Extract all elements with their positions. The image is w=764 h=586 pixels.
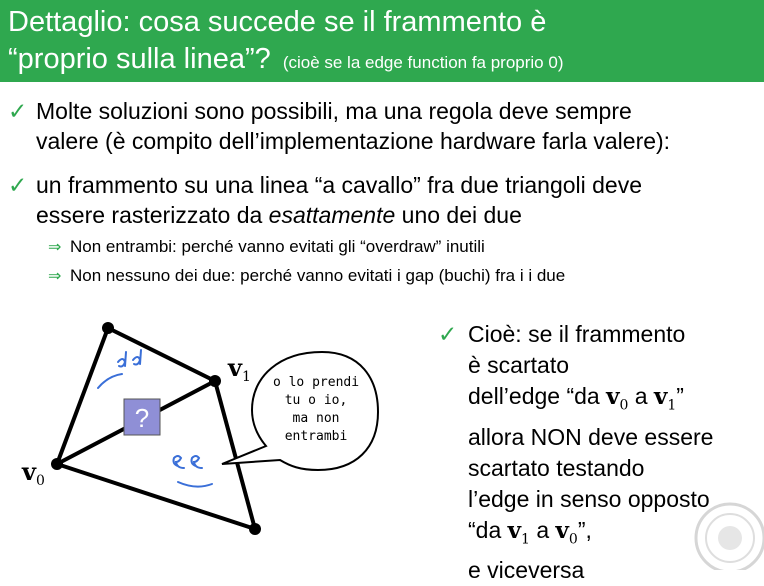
subbullet-1-text: Non entrambi: perché vanno evitati gli “overdraw” inutili	[70, 237, 485, 256]
bullet-1-line-2: valere (è compito dell’implementazione hardware farla valere):	[36, 128, 671, 154]
right-line-3b: a	[628, 383, 654, 409]
right-line-7c: ”,	[577, 516, 592, 543]
v1-symbol: $v_1$	[653, 383, 677, 414]
right-line-8: e viceversa	[468, 557, 585, 584]
right-line-7a: “da	[468, 516, 508, 543]
slide-title	[0, 0, 764, 82]
edge-top-v1	[108, 328, 215, 381]
subbullet-2	[48, 265, 565, 288]
label-v1: $v_1$	[228, 353, 251, 385]
title-line-2-note: (cioè se la edge function fa proprio 0)	[282, 53, 564, 72]
bullet-2-line-2a: essere rasterizzato da	[36, 202, 269, 228]
right-line-4: allora NON deve essere	[468, 423, 714, 450]
title-line-2	[8, 41, 764, 81]
check-icon: ✓	[438, 321, 458, 347]
right-bullet	[438, 319, 713, 586]
right-line-5: scartato testando	[468, 454, 645, 481]
vertex-v0	[51, 458, 63, 470]
right-line-7b: a	[529, 516, 556, 543]
v0-symbol: $v_0$	[555, 516, 578, 548]
bubble-line-1: o lo prendi	[272, 375, 360, 390]
handwritten-marks-upper	[98, 350, 141, 388]
bullet-2-line-2b: uno dei due	[395, 202, 522, 228]
right-line-2: è scartato	[468, 352, 569, 378]
bubble-line-4: entrambi	[284, 429, 348, 444]
arrow-icon: ⇒	[48, 239, 62, 256]
right-line-6: l’edge in senso opposto	[468, 485, 710, 512]
title-line-1: Dettaglio: cosa succede se il frammento è	[8, 6, 547, 38]
arrow-icon: ⇒	[48, 268, 62, 285]
handwritten-marks-lower	[174, 456, 213, 487]
subbullet-2-text: Non nessuno dei due: perché vanno evitati i gap (buchi) fra i i due	[70, 266, 566, 285]
question-mark: ?	[134, 403, 150, 433]
check-icon: ✓	[8, 98, 28, 124]
bullet-2	[8, 170, 642, 230]
bullet-1-line-1: Molte soluzioni sono possibili, ma una regola deve sempre	[36, 98, 632, 124]
bullet-1	[8, 96, 670, 156]
vertex-bottom	[249, 523, 261, 535]
university-seal-watermark	[690, 498, 764, 570]
check-icon: ✓	[8, 172, 28, 198]
vertex-v1	[209, 375, 221, 387]
edge-top-v0	[57, 328, 108, 464]
title-line-2-main: “proprio sulla linea”?	[8, 43, 271, 75]
vertex-top	[102, 322, 114, 334]
triangles-diagram	[0, 300, 420, 570]
right-line-3c: ”	[676, 383, 684, 409]
bubble-line-2: tu o io,	[284, 393, 348, 408]
v0-symbol: $v_0$	[606, 383, 629, 414]
edge-v0-bottom	[57, 464, 255, 529]
subbullet-1	[48, 236, 485, 259]
right-line-1: Cioè: se il frammento	[468, 321, 686, 347]
label-v0: $v_0$	[22, 457, 45, 489]
right-line-3a: dell’edge “da	[468, 383, 607, 409]
bullet-2-line-1: un frammento su una linea “a cavallo” fra due triangoli deve	[36, 172, 643, 198]
v1-symbol: $v_1$	[507, 516, 530, 548]
bubble-line-3: ma non	[292, 411, 340, 426]
bullet-2-emphasis: esattamente	[268, 202, 396, 228]
